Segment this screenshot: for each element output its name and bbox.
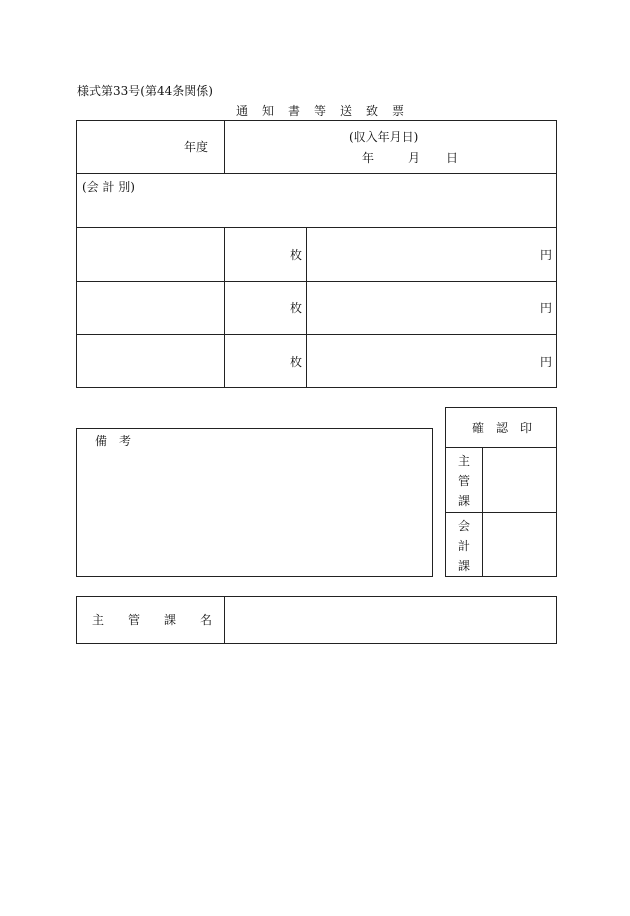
date-day: 日: [446, 151, 459, 165]
form-title: 通 知 書 等 送 致 票: [236, 104, 406, 118]
receipt-date-label: (収入年月日): [349, 130, 419, 144]
count-unit: 枚: [290, 301, 303, 315]
remarks-box: [76, 428, 433, 577]
count-unit: 枚: [290, 355, 303, 369]
top-table: [76, 120, 557, 388]
form-number: 様式第33号(第44条関係): [77, 84, 213, 98]
account-label: (会 計 別): [82, 180, 135, 194]
remarks-label: 備 考: [95, 434, 132, 448]
date-year: 年: [362, 151, 375, 165]
amount-unit: 円: [540, 248, 553, 262]
department-label: 主 管 課 名: [92, 613, 213, 627]
confirmation-header: 確 認 印: [472, 421, 533, 435]
amount-unit: 円: [540, 355, 553, 369]
confirmation-row-label: 主 管 課: [457, 454, 470, 508]
confirmation-row-label: 会 計 課: [457, 519, 470, 573]
date-month: 月: [408, 151, 421, 165]
amount-unit: 円: [540, 301, 553, 315]
count-unit: 枚: [290, 248, 303, 262]
fiscal-year-label: 年度: [184, 140, 209, 154]
